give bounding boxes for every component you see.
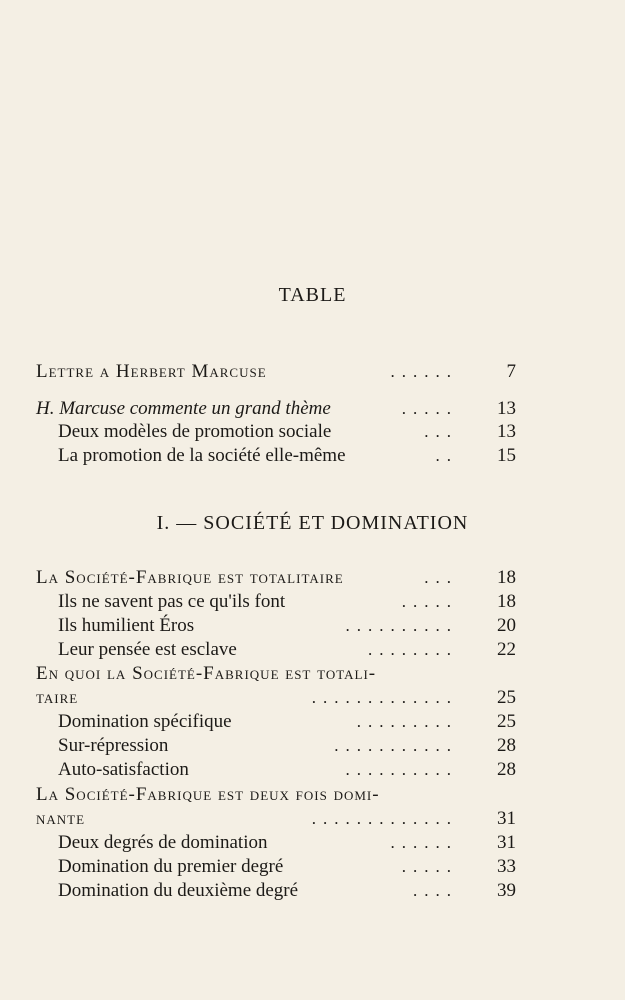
toc-leader-dots: ............. [311, 688, 458, 707]
toc-page-number: 31 [497, 808, 516, 829]
toc-leader-dots: ...... [390, 362, 458, 381]
toc-entry-label: Domination du premier degré [58, 856, 284, 877]
toc-leader-dots: ..... [401, 592, 458, 611]
toc-entry [58, 420, 516, 444]
toc-entry-label: En quoi la Société-Fabrique est totali- [36, 663, 377, 684]
toc-page-number: 22 [497, 639, 516, 660]
toc-page-number: 13 [497, 398, 516, 419]
toc-leader-dots: ... [424, 422, 458, 441]
toc-entry [58, 855, 516, 879]
page-title: TABLE [278, 284, 347, 306]
toc-entry-label: taire [36, 687, 79, 708]
toc-entry [58, 879, 516, 903]
toc-entry-label: Deux modèles de promotion sociale [58, 421, 332, 442]
toc-page-number: 13 [497, 421, 516, 442]
toc-entry [36, 662, 516, 686]
toc-entry-label: Ils humilient Éros [58, 615, 195, 636]
toc-entry-label: Leur pensée est esclave [58, 639, 237, 660]
toc-page-number: 18 [497, 567, 516, 588]
toc-leader-dots: ..... [401, 857, 458, 876]
toc-page-number: 39 [497, 880, 516, 901]
toc-entry [58, 444, 516, 468]
toc-entry [58, 638, 516, 662]
toc-entry [36, 566, 516, 590]
toc-entry-label: Domination du deuxième degré [58, 880, 299, 901]
toc-page-number: 28 [497, 759, 516, 780]
toc-entry [58, 710, 516, 734]
toc-entry-label: H. Marcuse commente un grand thème [36, 398, 331, 419]
toc-page-number: 25 [497, 687, 516, 708]
toc-leader-dots: ........ [368, 640, 458, 659]
toc-leader-dots: ......... [356, 712, 458, 731]
toc-entry [58, 590, 516, 614]
toc-entry-label: nante [36, 808, 86, 829]
toc-entry-label: La promotion de la société elle-même [58, 445, 346, 466]
toc-entry-label: Auto-satisfaction [58, 759, 189, 780]
toc-leader-dots: .......... [345, 760, 458, 779]
toc-entry-label: Deux degrés de domination [58, 832, 268, 853]
toc-page-number: 18 [497, 591, 516, 612]
toc-page-number: 28 [497, 735, 516, 756]
toc-entry-label: Sur-répression [58, 735, 169, 756]
toc-entry-label: La Société-Fabrique est totalitaire [36, 567, 344, 588]
toc-entry [36, 397, 516, 421]
toc-leader-dots: .... [413, 881, 458, 900]
toc-leader-dots: ........... [334, 736, 458, 755]
toc-leader-dots: .. [435, 446, 458, 465]
toc-leader-dots: ...... [390, 833, 458, 852]
toc-page-number: 33 [497, 856, 516, 877]
toc-entry-label: La Société-Fabrique est deux fois domi- [36, 784, 380, 805]
toc-leader-dots: ... [424, 568, 458, 587]
toc-page-number: 31 [497, 832, 516, 853]
toc-page-number: 20 [497, 615, 516, 636]
toc-leader-dots: ............. [311, 809, 458, 828]
toc-entry [58, 614, 516, 638]
section-title: I. — SOCIÉTÉ ET DOMINATION [156, 512, 469, 534]
toc-entry-label: Lettre a Herbert Marcuse [36, 361, 267, 382]
toc-page-number: 25 [497, 711, 516, 732]
toc-leader-dots: ..... [401, 399, 458, 418]
toc-leader-dots: .......... [345, 616, 458, 635]
toc-entry [36, 686, 516, 710]
toc-entry [36, 807, 516, 831]
toc-entry-label: Domination spécifique [58, 711, 232, 732]
toc-entry [58, 734, 516, 758]
toc-page-number: 7 [506, 361, 516, 382]
toc-entry [36, 783, 516, 807]
toc-entry [58, 831, 516, 855]
toc-page-number: 15 [497, 445, 516, 466]
toc-entry-label: Ils ne savent pas ce qu'ils font [58, 591, 286, 612]
toc-entry [58, 758, 516, 782]
toc-entry [36, 360, 516, 384]
